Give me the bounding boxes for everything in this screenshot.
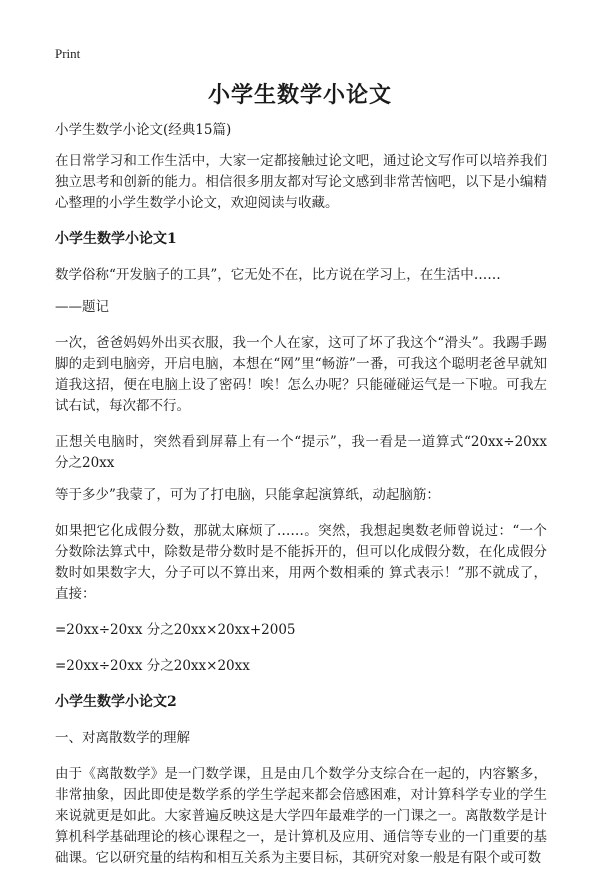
paragraph: 等于多少”我蒙了，可为了打电脑，只能拿起演算纸，动起脑筋： [55, 487, 440, 503]
paragraph: ——题记 [55, 299, 109, 315]
print-link[interactable]: Print [55, 46, 81, 61]
paragraph: 由于《离散数学》是一门数学课，且是由几个数学分支综合在一起的，内容繁多，非常抽象，因此即使是数学系的学生学起来都会倍感困难，对计算科学专业的学生来说就更是如此。大家普遍反映这是大学四年最难学的一门课之一。离散数学是计算机科学基础理论的核心课程之一，是计算机及应用、通信等专业的一门重要的基础课。它以研究量的结构和相互关系为主要目标，其研究对象一般是有限个或可数 [55, 766, 547, 866]
paragraph: 一、对离散数学的理解 [55, 730, 190, 746]
paragraph: 数学俗称“开发脑子的工具”，它无处不在，比方说在学习上，在生活中…… [55, 267, 501, 283]
article-subtitle: 小学生数学小论文(经典15篇) [55, 122, 232, 138]
section-heading-2: 小学生数学小论文2 [55, 694, 177, 710]
paragraph: 如果把它化成假分数，那就太麻烦了……。突然，我想起奥数老师曾说过：“一个分数除法算式中，除数是带分数时是不能拆开的，但可以化成假分数，在化成假分数时如果数字大，分子可以不算出来，用两个数相乘的 算式表示！”那不就成了，直接： [55, 523, 547, 602]
paragraph: 正想关电脑时，突然看到屏幕上有一个“提示”，我一看是一道算式“20xx÷20xx 分之20xx [55, 434, 547, 471]
paragraph: 一次，爸爸妈妈外出买衣服，我一个人在家，这可了坏了我这个“滑头”。我踢手踢脚的走到电脑旁，开启电脑，本想在“网”里“畅游”一番，可我这个聪明老爸早就知道我这招，便在电脑上设了密码！唉！怎么办呢？只能碰碰运气是一下啦。可我左试右试，每次都不行。 [55, 335, 547, 414]
equation-line: =20xx÷20xx 分之20xx×20xx [55, 658, 250, 674]
section-heading-1: 小学生数学小论文1 [55, 231, 177, 247]
page-title: 小学生数学小论文 [207, 82, 392, 108]
article-body [55, 120, 547, 869]
equation-line: =20xx÷20xx 分之20xx×20xx+2005 [55, 622, 296, 638]
intro-paragraph: 在日常学习和工作生活中，大家一定都接触过论文吧，通过论文写作可以培养我们独立思考和创新的能力。相信很多朋友都对写论文感到非常苦恼吧，以下是小编精心整理的小学生数学小论文，欢迎阅读与收藏。 [55, 153, 547, 211]
